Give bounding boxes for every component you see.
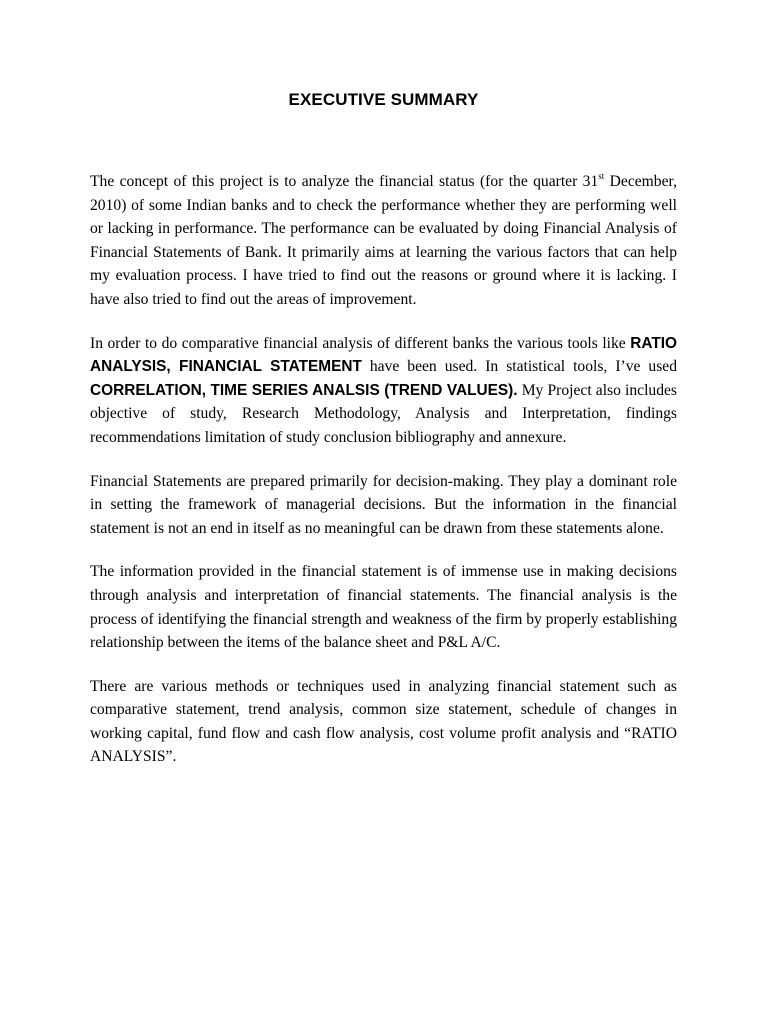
paragraph-text: My Project also includes objective of study, Research Methodology, Analysis and Interpretation, findings recommendations limitation of study conclusion bibliography and annexure. (90, 381, 678, 446)
paragraph-methods: There are various methods or techniques used in analyzing financial statement such as comparative statement, trend analysis, common size statement, schedule of changes in working capital, fund flow and cash flow analysis, cost volume profit analysis and “RATIO ANALYSIS”. (90, 677, 677, 766)
paragraph-financial-statements: Financial Statements are prepared primarily for decision-making. They play a dominant role in setting the framework of managerial decisions. But the information in the financial statement is not an end in itself as no meaningful can be drawn from these statements alone. (90, 472, 677, 537)
paragraph-financial-analysis: The information provided in the financial statement is of immense use in making decisions through analysis and interpretation of financial statements. The financial analysis is the process of identifying the financial strength and weakness of the firm by properly establishing relationship between the items of the balance sheet and P&L A/C. (90, 563, 677, 652)
document-page (90, 88, 677, 789)
paragraph-text: December, 2010) of some Indian banks and to check the performance whether they are performing well or lacking in performance. The performance can be evaluated by doing Financial Analysis of Financial Statements of Bank. It primarily aims at learning the various factors that can help my evaluation process. I have tried to find out the reasons or ground where it is lacking. I have also tried to find out the areas of improvement. (90, 173, 677, 308)
paragraph-text: The concept of this project is to analyze the financial status (for the quarter 31 (90, 173, 599, 190)
paragraph-tools-used (90, 332, 677, 450)
emphasis-ratio-analysis: RATIO ANALYSIS, FINANCIAL STATEMENT (90, 334, 677, 376)
paragraph-text: have been used. In statistical tools, I’ve used (361, 358, 677, 376)
paragraph-project-concept (90, 170, 677, 312)
ordinal-suffix: st (598, 171, 605, 181)
emphasis-correlation: CORRELATION, TIME SERIES ANALSIS (TREND VALUES). (90, 381, 518, 399)
paragraph-text: In order to do comparative financial analysis of different banks the various tools like (90, 334, 631, 352)
document-title: EXECUTIVE SUMMARY (288, 90, 479, 109)
